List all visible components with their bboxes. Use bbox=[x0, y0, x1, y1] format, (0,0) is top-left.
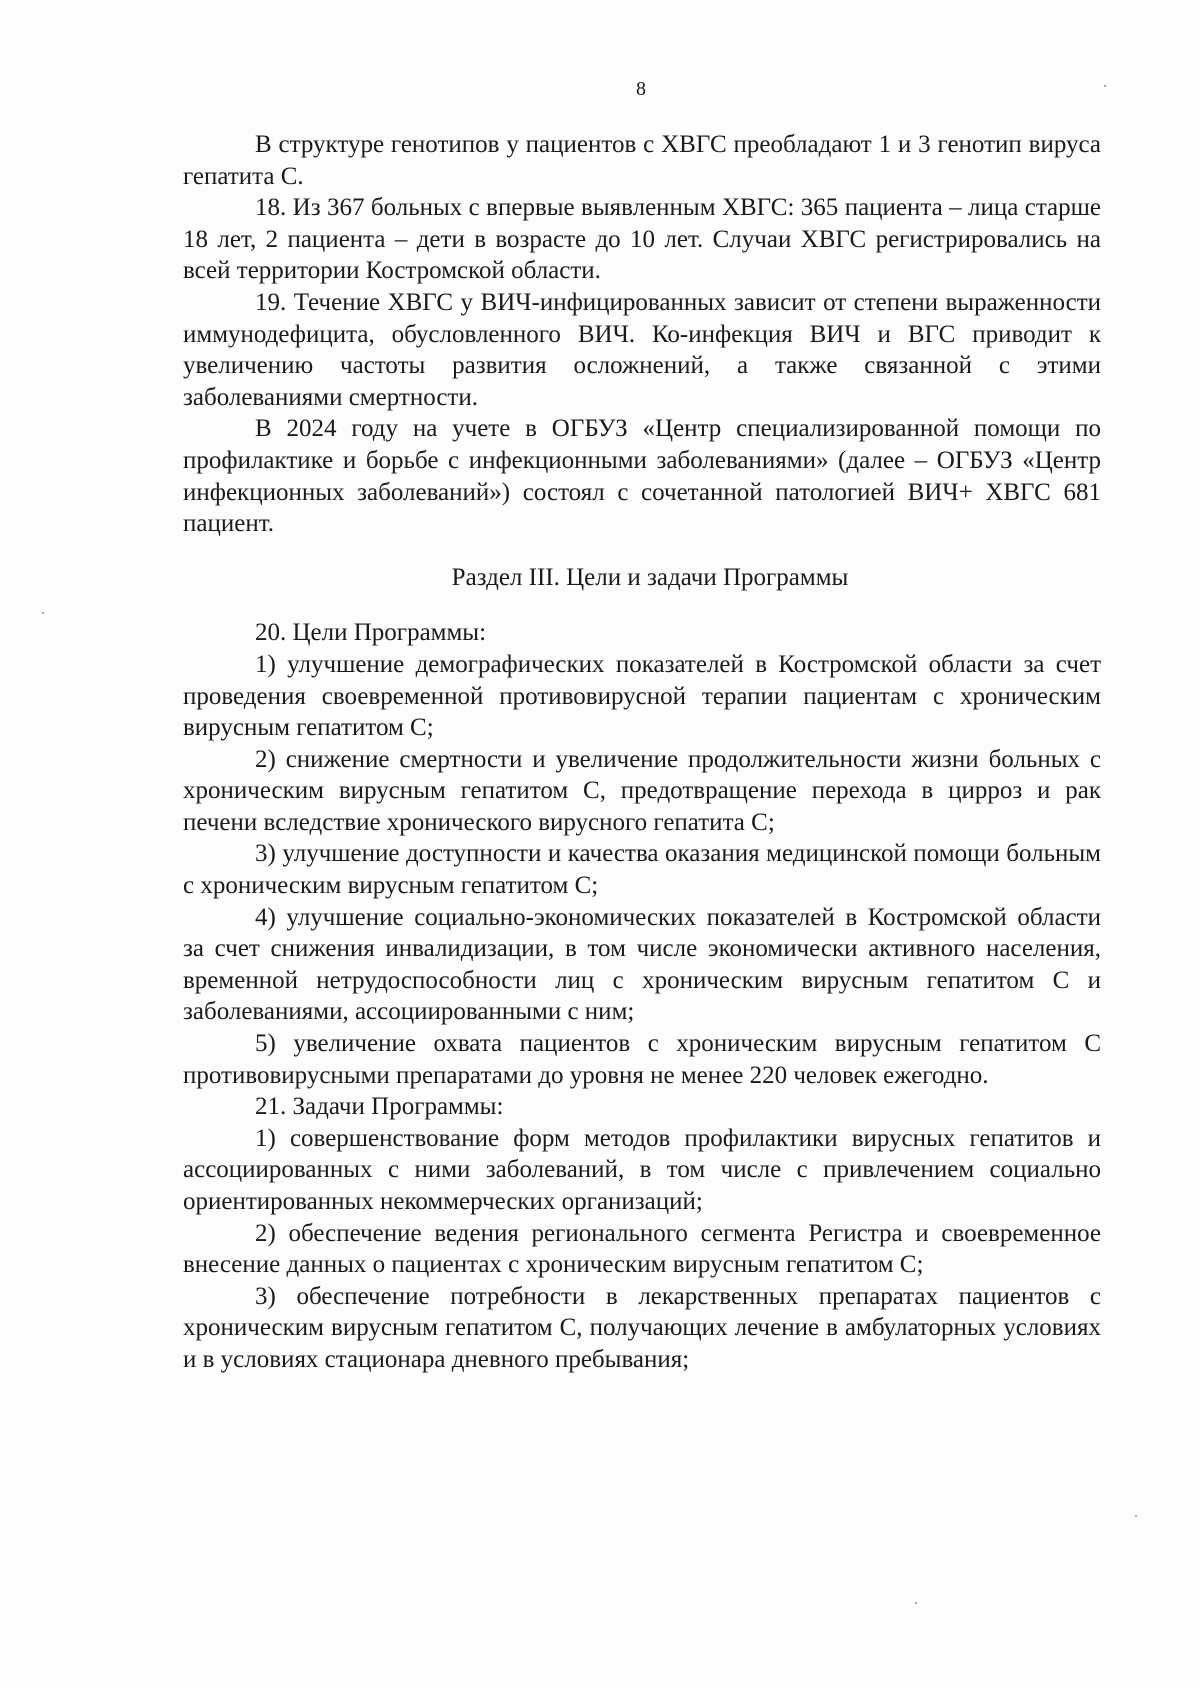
paragraph-2024: В 2024 году на учете в ОГБУЗ «Центр специализированной помощи по профилактике и борьбе с инфекционными заболеваниями» (далее – ОГБУЗ «Центр инфекционных заболеваний») состоял с сочетанной патологией ВИЧ+ ХВГС 681 пациент. bbox=[183, 415, 1101, 538]
goals-title: 20. Цели Программы: bbox=[255, 619, 487, 647]
task-item: 1) совершенствование форм методов профилактики вирусных гепатитов и ассоциированных с ними заболеваний, в том числе с привлечением социально ориентированных некоммерческих организаций; bbox=[183, 1124, 1101, 1215]
document-body bbox=[183, 129, 1101, 1376]
goal-item: 3) улучшение доступности и качества оказания медицинской помощи больным с хроническим вирусным гепатитом С; bbox=[183, 840, 1101, 900]
goal-item: 5) увеличение охвата пациентов с хроническим вирусным гепатитом С противовирусными препаратами до уровня не менее 220 человек ежегодно. bbox=[183, 1030, 1101, 1089]
tasks-title: 21. Задачи Программы: bbox=[255, 1093, 504, 1121]
paragraph-18: 18. Из 367 больных с впервые выявленным ХВГС: 365 пациента – лица старше 18 лет, 2 пациента – дети в возрасте до 10 лет. Случаи ХВГС регистрировались на всей территории Костромской области. bbox=[183, 194, 1101, 285]
task-item: 3) обеспечение потребности в лекарственных препаратах пациентов с хроническим вирусным гепатитом С, получающих лечение в амбулаторных условиях и в условиях стационара дневного пребывания; bbox=[183, 1282, 1101, 1373]
scan-speck bbox=[1135, 1515, 1137, 1517]
scan-speck bbox=[1104, 85, 1106, 87]
scan-speck bbox=[42, 612, 44, 614]
task-item: 2) обеспечение ведения регионального сегмента Регистра и своевременное внесение данных о пациентах с хроническим вирусным гепатитом С; bbox=[183, 1219, 1101, 1279]
section-heading: Раздел III. Цели и задачи Программы bbox=[451, 563, 849, 591]
paragraph-19: 19. Течение ХВГС у ВИЧ-инфицированных зависит от степени выраженности иммунодефицита, обусловленного ВИЧ. Ко-инфекция ВИЧ и ВГС приводит к увеличению частоты развития осложнений, а также связанной с этими заболеваниями смертности. bbox=[183, 288, 1101, 411]
goal-item: 1) улучшение демографических показателей в Костромской области за счет проведения своевременной противовирусной терапии пациентам с хроническим вирусным гепатитом С; bbox=[183, 650, 1101, 742]
scan-speck bbox=[915, 1602, 917, 1604]
goal-item: 4) улучшение социально-экономических показателей в Костромской области за счет снижения инвалидизации, в том числе экономически активного населения, временной нетрудоспособности лиц с хроническим вирусным гепатитом С и заболеваниями, ассоциированными с ним; bbox=[183, 903, 1101, 1026]
paragraph-genotypes: В структуре генотипов у пациентов с ХВГС преобладают 1 и 3 генотип вируса гепатита С. bbox=[183, 131, 1101, 190]
page-number: 8 bbox=[636, 78, 646, 100]
goal-item: 2) снижение смертности и увеличение продолжительности жизни больных с хроническим вирусным гепатитом С, предотвращение перехода в цирроз и рак печени вследствие хронического вирусного гепатита С; bbox=[183, 745, 1101, 836]
